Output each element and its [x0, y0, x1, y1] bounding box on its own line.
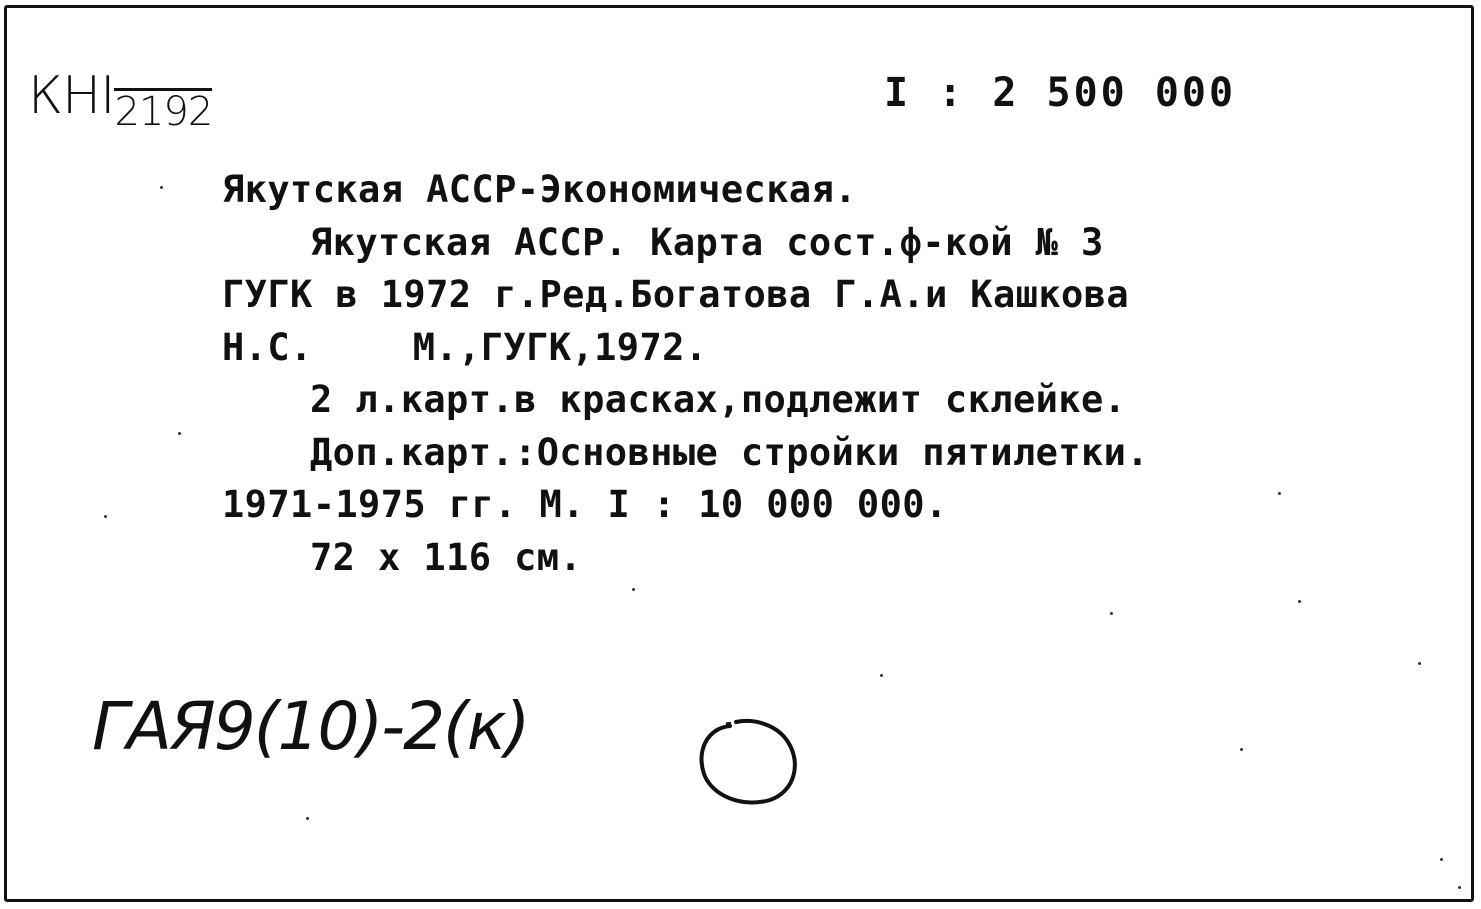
entry-heading: Якутская АССР-Экономическая.	[222, 168, 857, 211]
classmark: ГАЯ9(10)-2(к)	[92, 688, 529, 765]
speck	[1298, 600, 1301, 603]
speck	[1440, 858, 1443, 861]
entry-supplement-line-1: Доп.карт.:Основные стройки пятилетки.	[310, 430, 1150, 474]
speck	[306, 817, 309, 820]
entry-supplement-line-2: 1971-1975 гг. М. I : 10 000 000.	[222, 483, 948, 526]
entry-physical-description: 2 л.карт.в красках,подлежит склейке.	[310, 378, 1127, 421]
speck	[1240, 748, 1243, 751]
entry-title: Якутская АССР. Карта сост.ф-кой № 3	[310, 220, 1104, 264]
shelfmark-prefix: КНI	[28, 66, 115, 126]
speck	[632, 588, 635, 591]
entry-size: 72 x 116 см.	[310, 535, 583, 579]
catalog-entry	[222, 164, 1149, 584]
shelfmark-number: 2192	[114, 89, 213, 135]
speck	[1418, 662, 1421, 665]
speck	[160, 186, 163, 189]
entry-imprint-publisher: М.,ГУГК,1972.	[412, 325, 708, 369]
speck	[104, 515, 107, 518]
entry-imprint-initials: Н.С.	[222, 325, 313, 369]
speck	[1110, 612, 1113, 615]
speck	[178, 432, 181, 435]
speck	[880, 674, 883, 677]
shelfmark	[28, 66, 213, 135]
entry-imprint-line-2	[222, 322, 1149, 375]
speck	[1458, 886, 1461, 889]
map-scale: I : 2 500 000	[884, 70, 1237, 116]
speck	[1278, 492, 1281, 495]
entry-imprint-line-1: ГУГК в 1972 г.Ред.Богатова Г.А.и Кашкова	[222, 273, 1130, 316]
circle-stamp-mark	[690, 712, 810, 812]
